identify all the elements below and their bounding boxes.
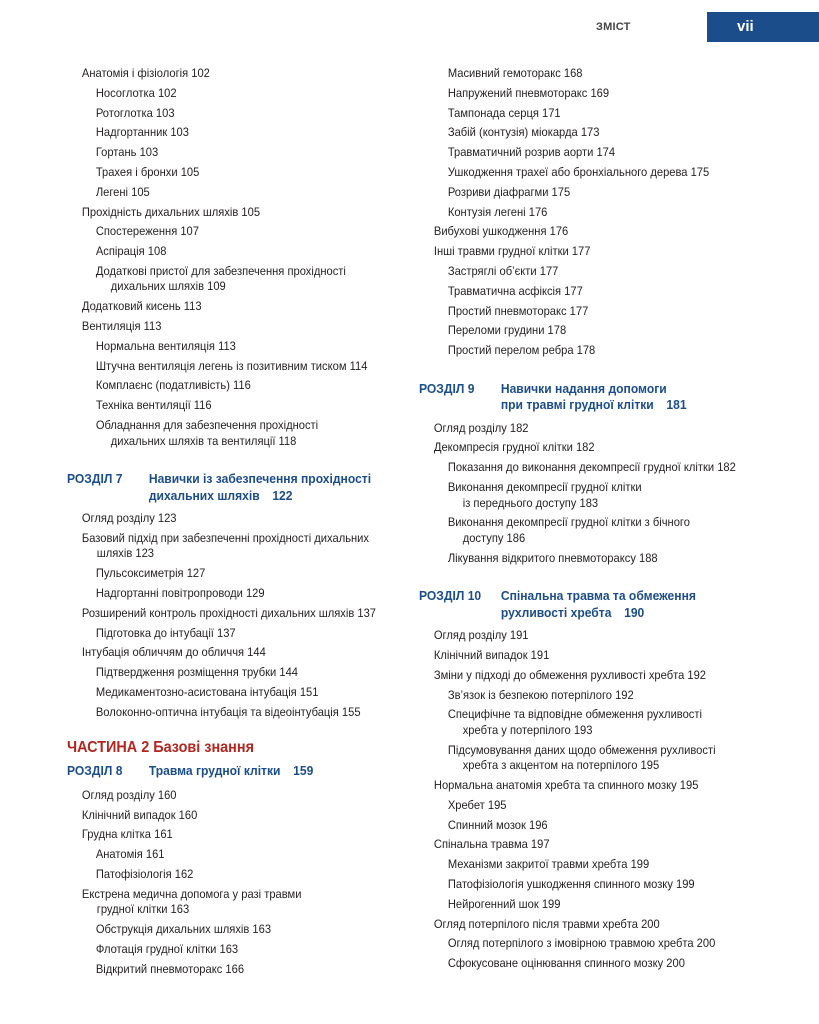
toc-entry[interactable]: Спостереження 107 bbox=[95, 224, 199, 239]
toc-entry[interactable]: Контузія легені 176 bbox=[447, 204, 548, 219]
toc-entry[interactable]: Вибухові ушкодження 176 bbox=[433, 224, 569, 239]
chapter-title: Навички надання допомоги bbox=[500, 380, 667, 396]
toc-entry-continuation: хребта у потерпілого 193 bbox=[462, 722, 593, 737]
toc-entry[interactable]: Підготовка до інтубації 137 bbox=[95, 625, 236, 640]
chapter-number: РОЗДІЛ 7 bbox=[67, 471, 123, 487]
page-number-tab bbox=[707, 12, 819, 42]
toc-entry[interactable]: Інтубація обличчям до обличчя 144 bbox=[81, 645, 266, 660]
chapter-page: 181 bbox=[666, 397, 687, 413]
chapter-title: Спінальна травма та обмеження bbox=[500, 588, 696, 604]
toc-entry[interactable]: Комплаєнс (податливість) 116 bbox=[95, 378, 251, 393]
toc-entry[interactable]: Простий перелом ребра 178 bbox=[447, 343, 596, 358]
toc-entry[interactable]: Пульсоксиметрія 127 bbox=[95, 566, 206, 581]
toc-entry[interactable]: Травматична асфіксія 177 bbox=[447, 283, 583, 298]
toc-entry[interactable]: Надгортанні повітропроводи 129 bbox=[95, 585, 265, 600]
toc-entry-line: Виконання декомпресії грудної клітки bbox=[447, 480, 642, 495]
toc-entry[interactable]: Легені 105 bbox=[95, 184, 150, 199]
toc-entry[interactable] bbox=[419, 515, 740, 546]
toc-entry[interactable]: Обструкція дихальних шляхів 163 bbox=[95, 922, 272, 936]
toc-entry[interactable]: Надгортанник 103 bbox=[95, 125, 189, 140]
chapter-heading-8[interactable] bbox=[67, 763, 383, 780]
chapter-title: рухливості хребта bbox=[500, 604, 612, 620]
toc-entry[interactable]: Сфокусоване оцінювання спинного мозку 200 bbox=[447, 956, 685, 971]
toc-entry[interactable]: Показання до виконання декомпресії грудної клітки 182 bbox=[447, 460, 736, 475]
toc-entry[interactable]: Травматичний розрив аорти 174 bbox=[447, 145, 616, 160]
toc-entry[interactable]: Клінічний випадок 191 bbox=[433, 647, 550, 662]
toc-entry[interactable]: Грудна клітка 161 bbox=[81, 827, 173, 842]
chapter-page: 190 bbox=[624, 604, 645, 620]
toc-entry[interactable]: Зв’язок із безпекою потерпілого 192 bbox=[447, 687, 634, 702]
toc-entry[interactable]: Тампонада серця 171 bbox=[447, 105, 561, 120]
toc-entry-line: Екстрена медична допомога у разі травми bbox=[81, 886, 302, 901]
toc-entry[interactable]: Нормальна вентиляція 113 bbox=[95, 338, 236, 353]
toc-entry[interactable]: Напружений пневмоторакс 169 bbox=[447, 85, 610, 100]
chapter-title: Навички із забезпечення прохідності bbox=[148, 471, 372, 487]
toc-entry[interactable]: Додатковий кисень 113 bbox=[81, 299, 202, 314]
toc-entry[interactable]: Переломи грудини 178 bbox=[447, 323, 567, 338]
toc-entry[interactable] bbox=[67, 887, 383, 918]
chapter-number: РОЗДІЛ 9 bbox=[419, 380, 475, 396]
toc-entry[interactable]: Огляд розділу 182 bbox=[433, 420, 529, 435]
toc-entry-line: Специфічне та відповідне обмеження рухливості bbox=[447, 707, 702, 722]
toc-entry[interactable]: Патофізіологія ушкодження спинного мозку 199 bbox=[447, 876, 695, 891]
toc-entry[interactable]: Підтвердження розміщення трубки 144 bbox=[95, 665, 298, 680]
toc-entry-continuation: шляхів 123 bbox=[96, 546, 154, 561]
toc-entry[interactable]: Відкритий пневмоторакс 166 bbox=[95, 961, 245, 976]
toc-entry[interactable] bbox=[67, 418, 383, 449]
toc-entry[interactable]: Лікування відкритого пневмотораксу 188 bbox=[447, 550, 658, 565]
toc-entry[interactable]: Флотація грудної клітки 163 bbox=[95, 941, 239, 956]
chapter-heading-9[interactable] bbox=[419, 381, 740, 414]
toc-entry-continuation: дихальних шляхів 109 bbox=[110, 279, 226, 294]
toc-entry[interactable] bbox=[419, 743, 740, 774]
toc-entry[interactable]: Анатомія 161 bbox=[95, 847, 165, 862]
toc-entry[interactable]: Механізми закритої травми хребта 199 bbox=[447, 857, 650, 872]
toc-entry[interactable]: Клінічний випадок 160 bbox=[81, 807, 198, 822]
toc-entry[interactable]: Масивний гемоторакс 168 bbox=[447, 66, 583, 80]
toc-entry-continuation: доступу 186 bbox=[462, 530, 526, 545]
toc-entry[interactable]: Хребет 195 bbox=[447, 797, 507, 812]
toc-entry-continuation: дихальних шляхів та вентиляції 118 bbox=[110, 433, 297, 448]
chapter-number: РОЗДІЛ 8 bbox=[67, 763, 123, 779]
toc-entry-line: Підсумовування даних щодо обмеження рухливості bbox=[447, 742, 716, 757]
chapter-page: 159 bbox=[293, 763, 314, 779]
toc-entry-line: Додаткові пристої для забезпечення прохідності bbox=[95, 263, 346, 278]
toc-left-column bbox=[67, 66, 407, 981]
toc-entry[interactable]: Медикаментозно-асистована інтубація 151 bbox=[95, 684, 319, 699]
chapter-page: 122 bbox=[272, 487, 293, 503]
toc-entry-line: Виконання декомпресії грудної клітки з бічного bbox=[447, 515, 690, 530]
toc-entry-continuation: грудної клітки 163 bbox=[96, 902, 190, 917]
toc-entry[interactable] bbox=[67, 264, 383, 295]
toc-entry[interactable]: Огляд потерпілого з імовірною травмою хребта 200 bbox=[447, 936, 716, 951]
toc-entry[interactable]: Зміни у підході до обмеження рухливості хребта 192 bbox=[433, 667, 707, 682]
toc-entry[interactable] bbox=[419, 480, 740, 511]
toc-entry[interactable]: Аспірація 108 bbox=[95, 244, 167, 259]
toc-entry[interactable]: Штучна вентиляція легень із позитивним тиском 114 bbox=[95, 358, 368, 373]
toc-right-column bbox=[419, 66, 764, 976]
toc-entry[interactable]: Ушкодження трахеї або бронхіального дерева 175 bbox=[447, 164, 710, 179]
toc-entry-line: Базовий підхід при забезпеченні прохідності дихальних bbox=[81, 530, 370, 545]
toc-entry[interactable]: Анатомія і фізіологія 102 bbox=[81, 66, 210, 80]
toc-entry[interactable]: Застряглі об’єкти 177 bbox=[447, 263, 559, 278]
toc-entry-continuation: хребта з акцентом на потерпілого 195 bbox=[462, 758, 660, 773]
chapter-title: Травма грудної клітки bbox=[148, 763, 281, 779]
page-number: vii bbox=[737, 18, 754, 35]
toc-entry[interactable]: Спинний мозок 196 bbox=[447, 817, 548, 832]
toc-entry[interactable]: Забій (контузія) міокарда 173 bbox=[447, 125, 600, 140]
toc-entry[interactable]: Прохідність дихальних шляхів 105 bbox=[81, 204, 261, 219]
toc-entry[interactable]: Гортань 103 bbox=[95, 145, 159, 160]
toc-entry-continuation: із переднього доступу 183 bbox=[462, 495, 599, 510]
toc-entry[interactable]: Розриви діафрагми 175 bbox=[447, 184, 571, 199]
chapter-heading-10[interactable] bbox=[419, 588, 740, 621]
toc-entry[interactable]: Огляд розділу 160 bbox=[81, 787, 177, 802]
chapter-number: РОЗДІЛ 10 bbox=[419, 588, 482, 604]
toc-entry[interactable]: Трахея і бронхи 105 bbox=[95, 164, 200, 179]
toc-entry[interactable]: Простий пневмоторакс 177 bbox=[447, 303, 589, 318]
toc-entry[interactable]: Огляд потерпілого після травми хребта 200 bbox=[433, 916, 660, 931]
toc-entry[interactable]: Інші травми грудної клітки 177 bbox=[433, 244, 591, 259]
toc-entry[interactable]: Нормальна анатомія хребта та спинного мозку 195 bbox=[433, 777, 699, 792]
toc-entry[interactable]: Огляд розділу 123 bbox=[81, 511, 177, 526]
toc-entry[interactable]: Огляд розділу 191 bbox=[433, 628, 529, 643]
toc-entry[interactable] bbox=[419, 707, 740, 738]
toc-entry[interactable] bbox=[67, 531, 383, 562]
toc-entry[interactable]: Нейрогенний шок 199 bbox=[447, 896, 561, 911]
toc-entry[interactable]: Ротоглотка 103 bbox=[95, 105, 175, 120]
toc-entry[interactable]: Волоконно-оптична інтубація та відеоінтубація 155 bbox=[95, 704, 361, 719]
toc-entry[interactable]: Патофізіологія 162 bbox=[95, 866, 194, 881]
toc-entry-line: Обладнання для забезпечення прохідності bbox=[95, 418, 319, 433]
running-header: ЗМІСТ bbox=[596, 21, 631, 33]
toc-entry[interactable]: Декомпресія грудної клітки 182 bbox=[433, 440, 595, 455]
toc-entry[interactable]: Розширений контроль прохідності дихальних шляхів 137 bbox=[81, 605, 377, 620]
toc-entry[interactable]: Вентиляція 113 bbox=[81, 319, 162, 334]
chapter-title: при травмі грудної клітки bbox=[500, 397, 654, 413]
toc-entry[interactable]: Техніка вентиляції 116 bbox=[95, 398, 212, 413]
toc-entry[interactable]: Спінальна травма 197 bbox=[433, 837, 550, 852]
part-heading[interactable]: ЧАСТИНА 2 Базові знання bbox=[67, 739, 255, 757]
chapter-title: дихальних шляхів bbox=[148, 487, 260, 503]
toc-entry[interactable]: Носоглотка 102 bbox=[95, 85, 177, 100]
chapter-heading-7[interactable] bbox=[67, 471, 383, 504]
